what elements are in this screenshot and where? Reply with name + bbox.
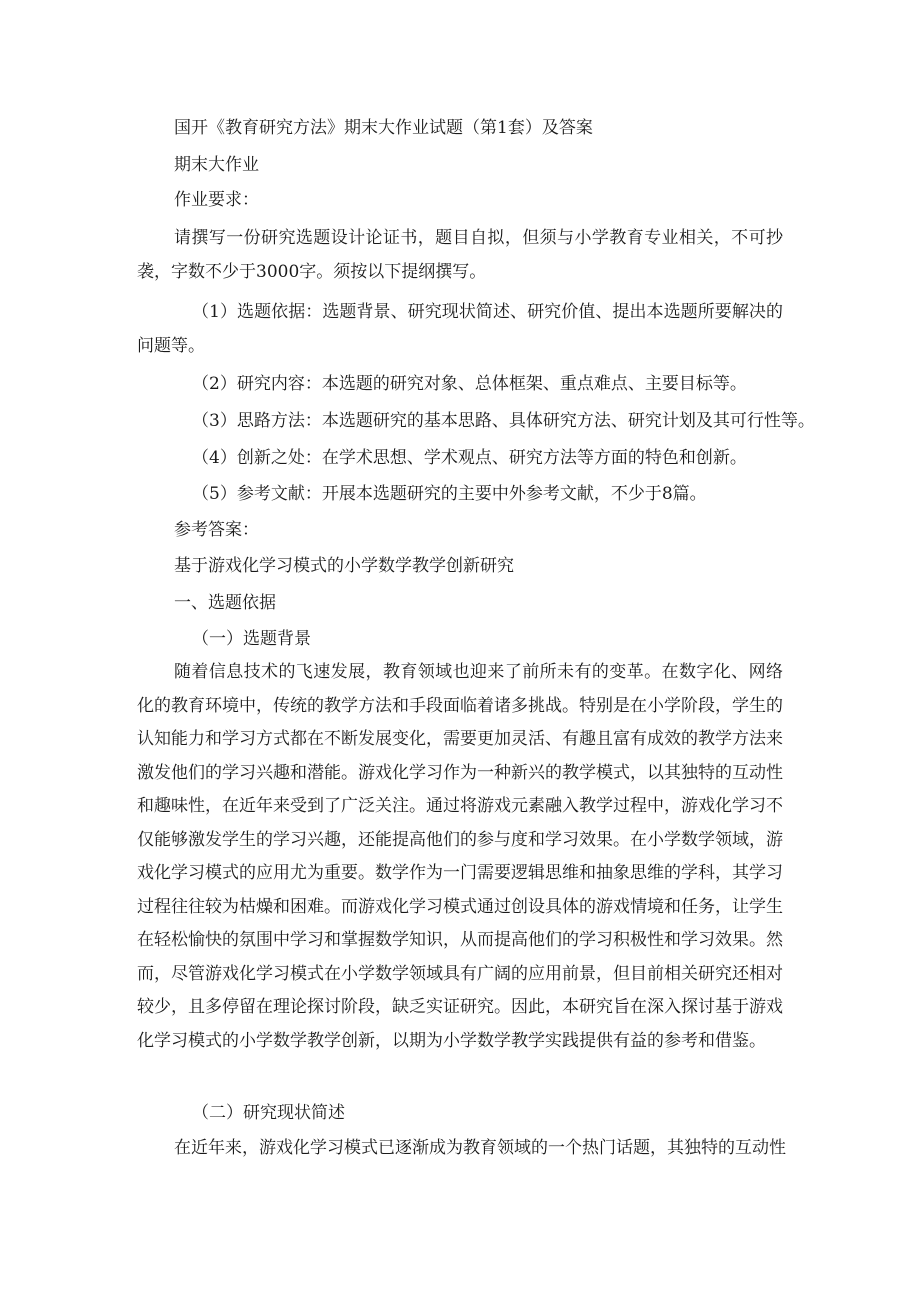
- outline-item-2: （2）研究内容：本选题的研究对象、总体框架、重点难点、主要目标等。: [192, 374, 747, 394]
- requirements-heading: 作业要求：: [174, 190, 259, 210]
- status-paragraph: 在近年来，游戏化学习模式已逐渐成为教育领域的一个热门话题，其独特的互动性: [174, 1138, 786, 1158]
- section-heading-1: 一、选题依据: [174, 593, 276, 613]
- outline-item-1: （1）选题依据：选题背景、研究现状简述、研究价值、提出本选题所要解决的问题等。: [137, 302, 783, 356]
- requirements-intro: 请撰写一份研究选题设计论证书，题目自拟，但须与小学教育专业相关，不可抄袭，字数不少于3000字。须按以下提纲撰写。: [137, 228, 783, 282]
- answer-heading: 参考答案：: [174, 520, 259, 540]
- assignment-heading: 期末大作业: [174, 155, 259, 175]
- outline-item-5: （5）参考文献：开展本选题研究的主要中外参考文献，不少于8篇。: [192, 484, 707, 504]
- outline-item-4: （4）创新之处：在学术思想、学术观点、研究方法等方面的特色和创新。: [192, 448, 747, 468]
- background-paragraph: 随着信息技术的飞速发展，教育领域也迎来了前所未有的变革。在数字化、网络化的教育环境中，传统的教学方法和手段面临着诸多挑战。特别是在小学阶段，学生的认知能力和学习方式都在不断发展变化，需要更加灵活、有趣且富有成效的教学方法来激发他们的学习兴趣和潜能。游戏化学习作为一种新兴的教学模式，以其独特的互动性和趣味性，在近年来受到了广泛关注。通过将游戏元素融入教学过程中，游戏化学习不仅能够激发学生的学习兴趣，还能提高他们的参与度和学习效果。在小学数学领域，游戏化学习模式的应用尤为重要。数学作为一门需要逻辑思维和抽象思维的学科，其学习过程往往较为枯燥和困难。而游戏化学习模式通过创设具体的游戏情境和任务，让学生在轻松愉快的氛围中学习和掌握数学知识，从而提高他们的学习积极性和学习效果。然而，尽管游戏化学习模式在小学数学领域具有广阔的应用前景，但目前相关研究还相对较少，且多停留在理论探讨阶段，缺乏实证研究。因此，本研究旨在深入探讨基于游戏化学习模式的小学数学教学创新，以期为小学数学教学实践提供有益的参考和借鉴。: [137, 662, 783, 1051]
- subsection-heading-status: （二）研究现状简述: [192, 1103, 345, 1123]
- subsection-heading-background: （一）选题背景: [192, 629, 311, 649]
- answer-title: 基于游戏化学习模式的小学数学教学创新研究: [174, 556, 514, 576]
- outline-item-3: （3）思路方法：本选题研究的基本思路、具体研究方法、研究计划及其可行性等。: [192, 411, 815, 431]
- document-title: 国开《教育研究方法》期末大作业试题（第1套）及答案: [174, 118, 593, 138]
